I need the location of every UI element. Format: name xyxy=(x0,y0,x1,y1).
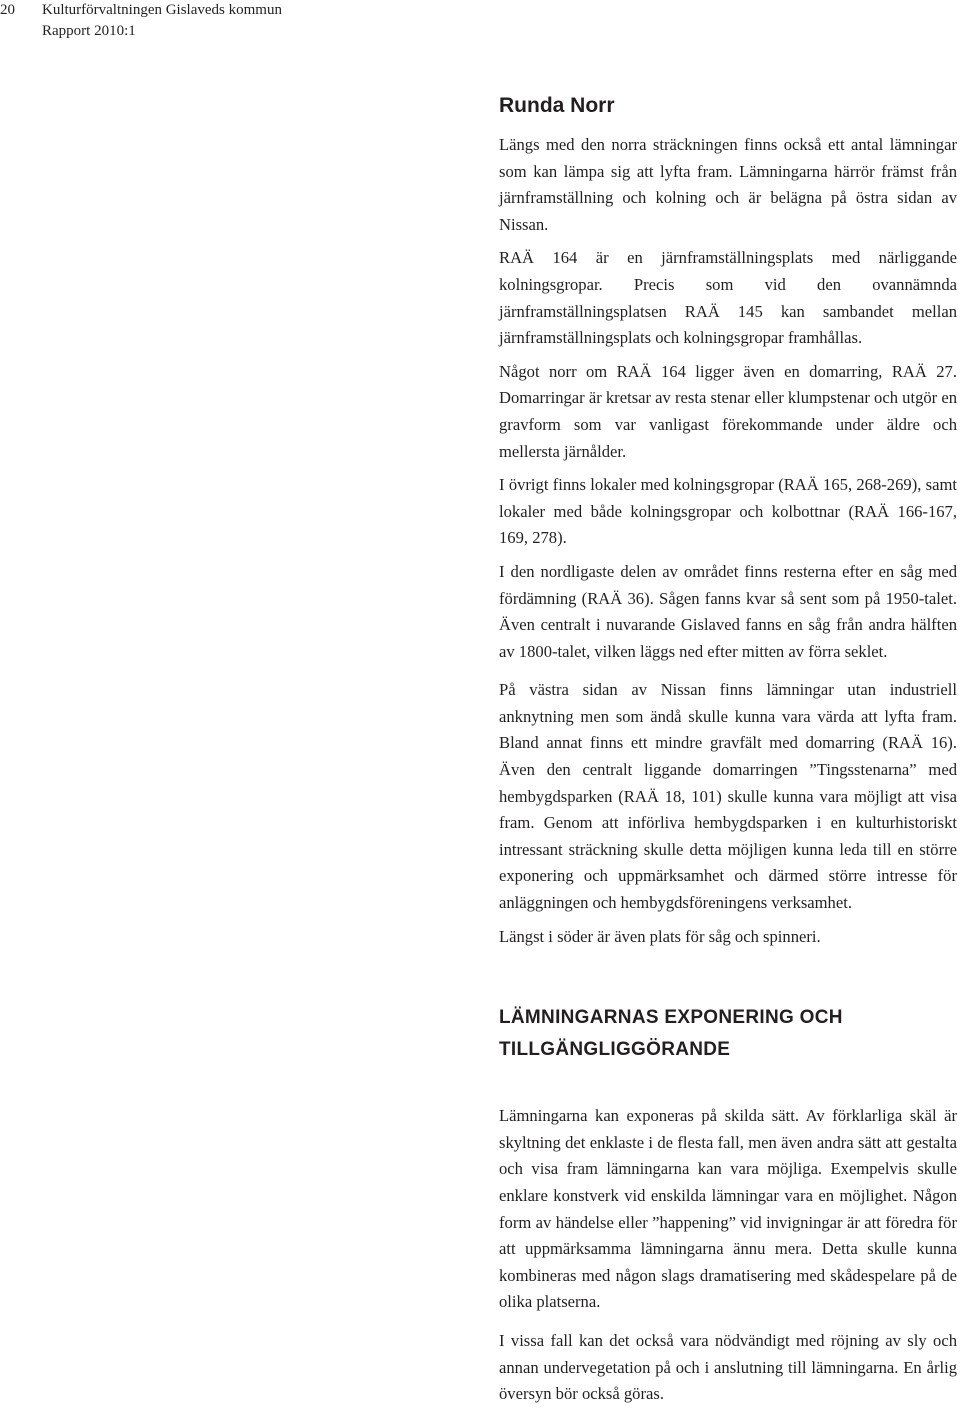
paragraph: Längs med den norra sträckningen finns också ett antal lämningar som kan lämpa sig att lyfta fram. Lämningarna härrör främst från järnframställning och kolning och är belägna på östra sidan av Nissan. xyxy=(499,135,957,234)
organization-name: Kulturförvaltningen Gislaveds kommun xyxy=(42,2,282,18)
paragraph: Lämningarna kan exponeras på skilda sätt. Av förklarliga skäl är skyltning det enklaste i de flesta fall, men även andra sätt att gestalta och visa fram lämningarna kan vara möjliga. Exempelvis skulle enklare konstverk vid enskilda lämningar vara en möjlighet. Någon form av händelse eller ”happening” vid invigningar är att föredra för att uppmärksamma lämningarna ännu mera. Detta skulle kunna kombineras med någon slags dramatisering med skådespelare på de olika platserna. xyxy=(499,1106,957,1312)
paragraph: I övrigt finns lokaler med kolningsgropar (RAÄ 165, 268-269), samt lokaler med både kolningsgropar och kolbottnar (RAÄ 166-167, 169, 278). xyxy=(499,475,957,548)
paragraph: På västra sidan av Nissan finns lämningar utan industriell anknytning men som ändå skulle kunna vara värda att lyfta fram. Bland annat finns ett mindre gravfält med domarring (RAÄ 16). Även den centralt liggande domarringen ”Tingsstenarna” med hembygdsparken (RAÄ 18, 101) skulle kunna vara möjligt att visa fram. Genom att införliva hembygdsparken i en kulturhistoriskt intressant sträckning skulle detta möjligen kunna leda till en större exponering och uppmärksamhet och därmed större intresse för anläggningen och hembygdsföreningens verksamhet. xyxy=(499,680,957,913)
paragraph: I vissa fall kan det också vara nödvändigt med röjning av sly och annan undervegetation på och i anslutning till lämningarna. En årlig översyn bör också göras. xyxy=(499,1330,957,1404)
paragraph: Längst i söder är även plats för såg och spinneri. xyxy=(499,926,821,946)
page-header xyxy=(0,0,282,42)
section-title-runda-norr: Runda Norr xyxy=(499,94,615,117)
text-column xyxy=(499,92,957,1408)
paragraph: I den nordligaste delen av området finns resterna efter en såg med fördämning (RAÄ 36). Sågen fanns kvar så sent som på 1950-talet. Även centralt i nuvarande Gislaved fanns en såg från andra hälften av 1800-talet, vilken läggs ned efter mitten av förra seklet. xyxy=(499,561,957,661)
section-title-exponering: LÄMNINGARNAS EXPONERING OCH TILLGÄNGLIGGÖRANDE xyxy=(499,1007,843,1061)
page-number: 20 xyxy=(0,2,15,18)
paragraph: Något norr om RAÄ 164 ligger även en domarring, RAÄ 27. Domarringar är kretsar av resta stenar eller klumpstenar och utgör en gravform som var vanligast förekommande under äldre och mellersta järnålder. xyxy=(499,361,957,461)
report-id: Rapport 2010:1 xyxy=(42,23,136,39)
paragraph: RAÄ 164 är en järnframställningsplats med närliggande kolningsgropar. Precis som vid den ovannämnda järnframställningsplatsen RAÄ 145 kan sambandet mellan järnframställningsplats och kolningsgropar framhållas. xyxy=(499,248,957,348)
header-line-1 xyxy=(0,0,282,21)
